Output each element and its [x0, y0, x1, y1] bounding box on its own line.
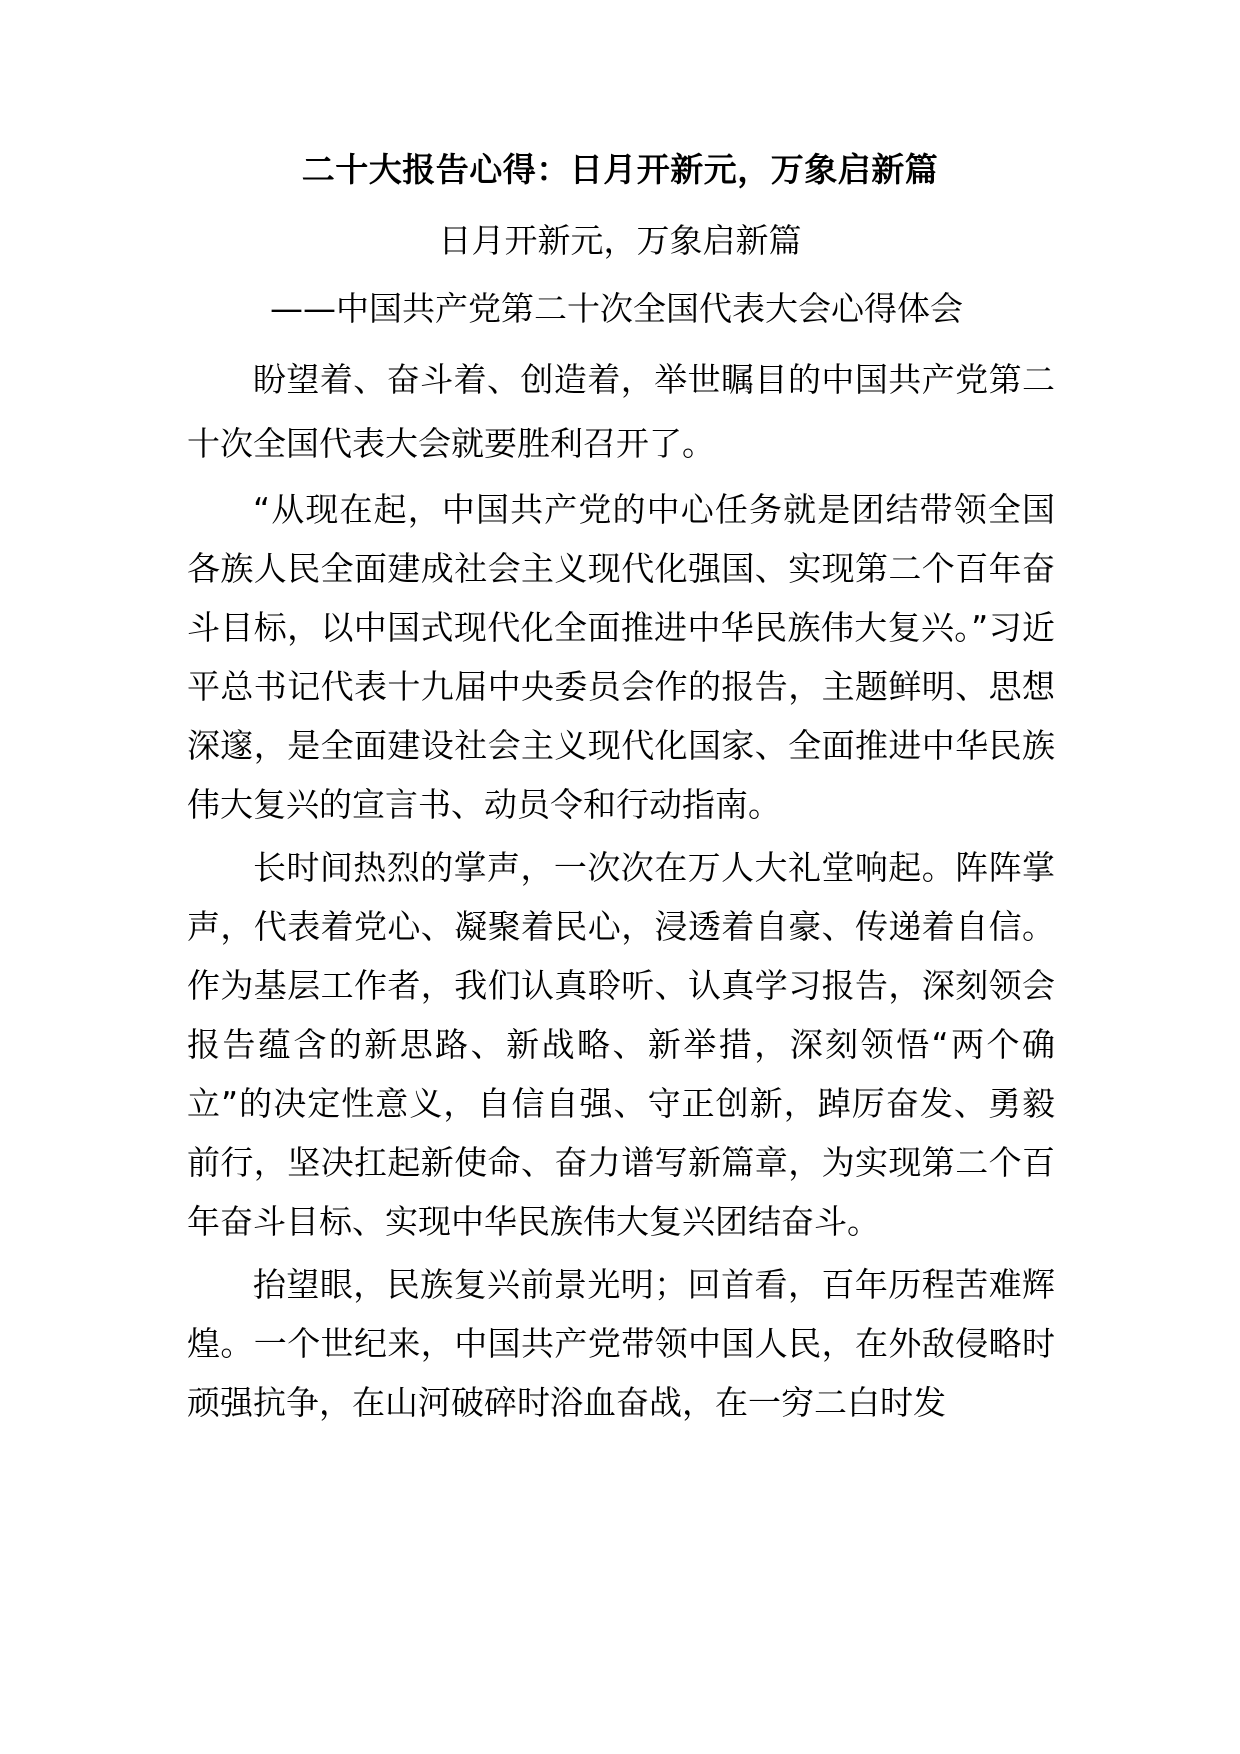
paragraph-4: 抬望眼，民族复兴前景光明；回首看，百年历程苦难辉煌。一个世纪来，中国共产党带领中国人民，在外敌侵略时顽强抗争，在山河破碎时浴血奋战，在一穷二白时发: [187, 1265, 1055, 1422]
document-subheading: ——中国共产党第二十次全国代表大会心得体会: [270, 289, 963, 328]
paragraph-3: 长时间热烈的掌声，一次次在万人大礼堂响起。阵阵掌声，代表着党心、凝聚着民心，浸透着自豪、传递着自信。作为基层工作者，我们认真聆听、认真学习报告，深刻领会报告蕴含的新思路、新战略、新举措，深刻领悟“两个确立”的决定性意义，自信自强、守正创新，踔厉奋发、勇毅前行，坚决扛起新使命、奋力谱写新篇章，为实现第二个百年奋斗目标、实现中华民族伟大复兴团结奋斗。: [187, 848, 1055, 1241]
document-body: [187, 348, 1055, 1432]
paragraph-2: “从现在起，中国共产党的中心任务就是团结带领全国各族人民全面建成社会主义现代化强国、实现第二个百年奋斗目标，以中国式现代化全面推进中华民族伟大复兴。”习近平总书记代表十九届中央委员会作的报告，主题鲜明、思想深邃，是全面建设社会主义现代化国家、全面推进中华民族伟大复兴的宣言书、动员令和行动指南。: [187, 490, 1055, 824]
paragraph-1: 盼望着、奋斗着、创造着，举世瞩目的中国共产党第二十次全国代表大会就要胜利召开了。: [187, 360, 1055, 463]
document-subtitle: 日月开新元，万象启新篇: [438, 221, 802, 260]
document-title: 二十大报告心得：日月开新元，万象启新篇: [301, 150, 939, 189]
